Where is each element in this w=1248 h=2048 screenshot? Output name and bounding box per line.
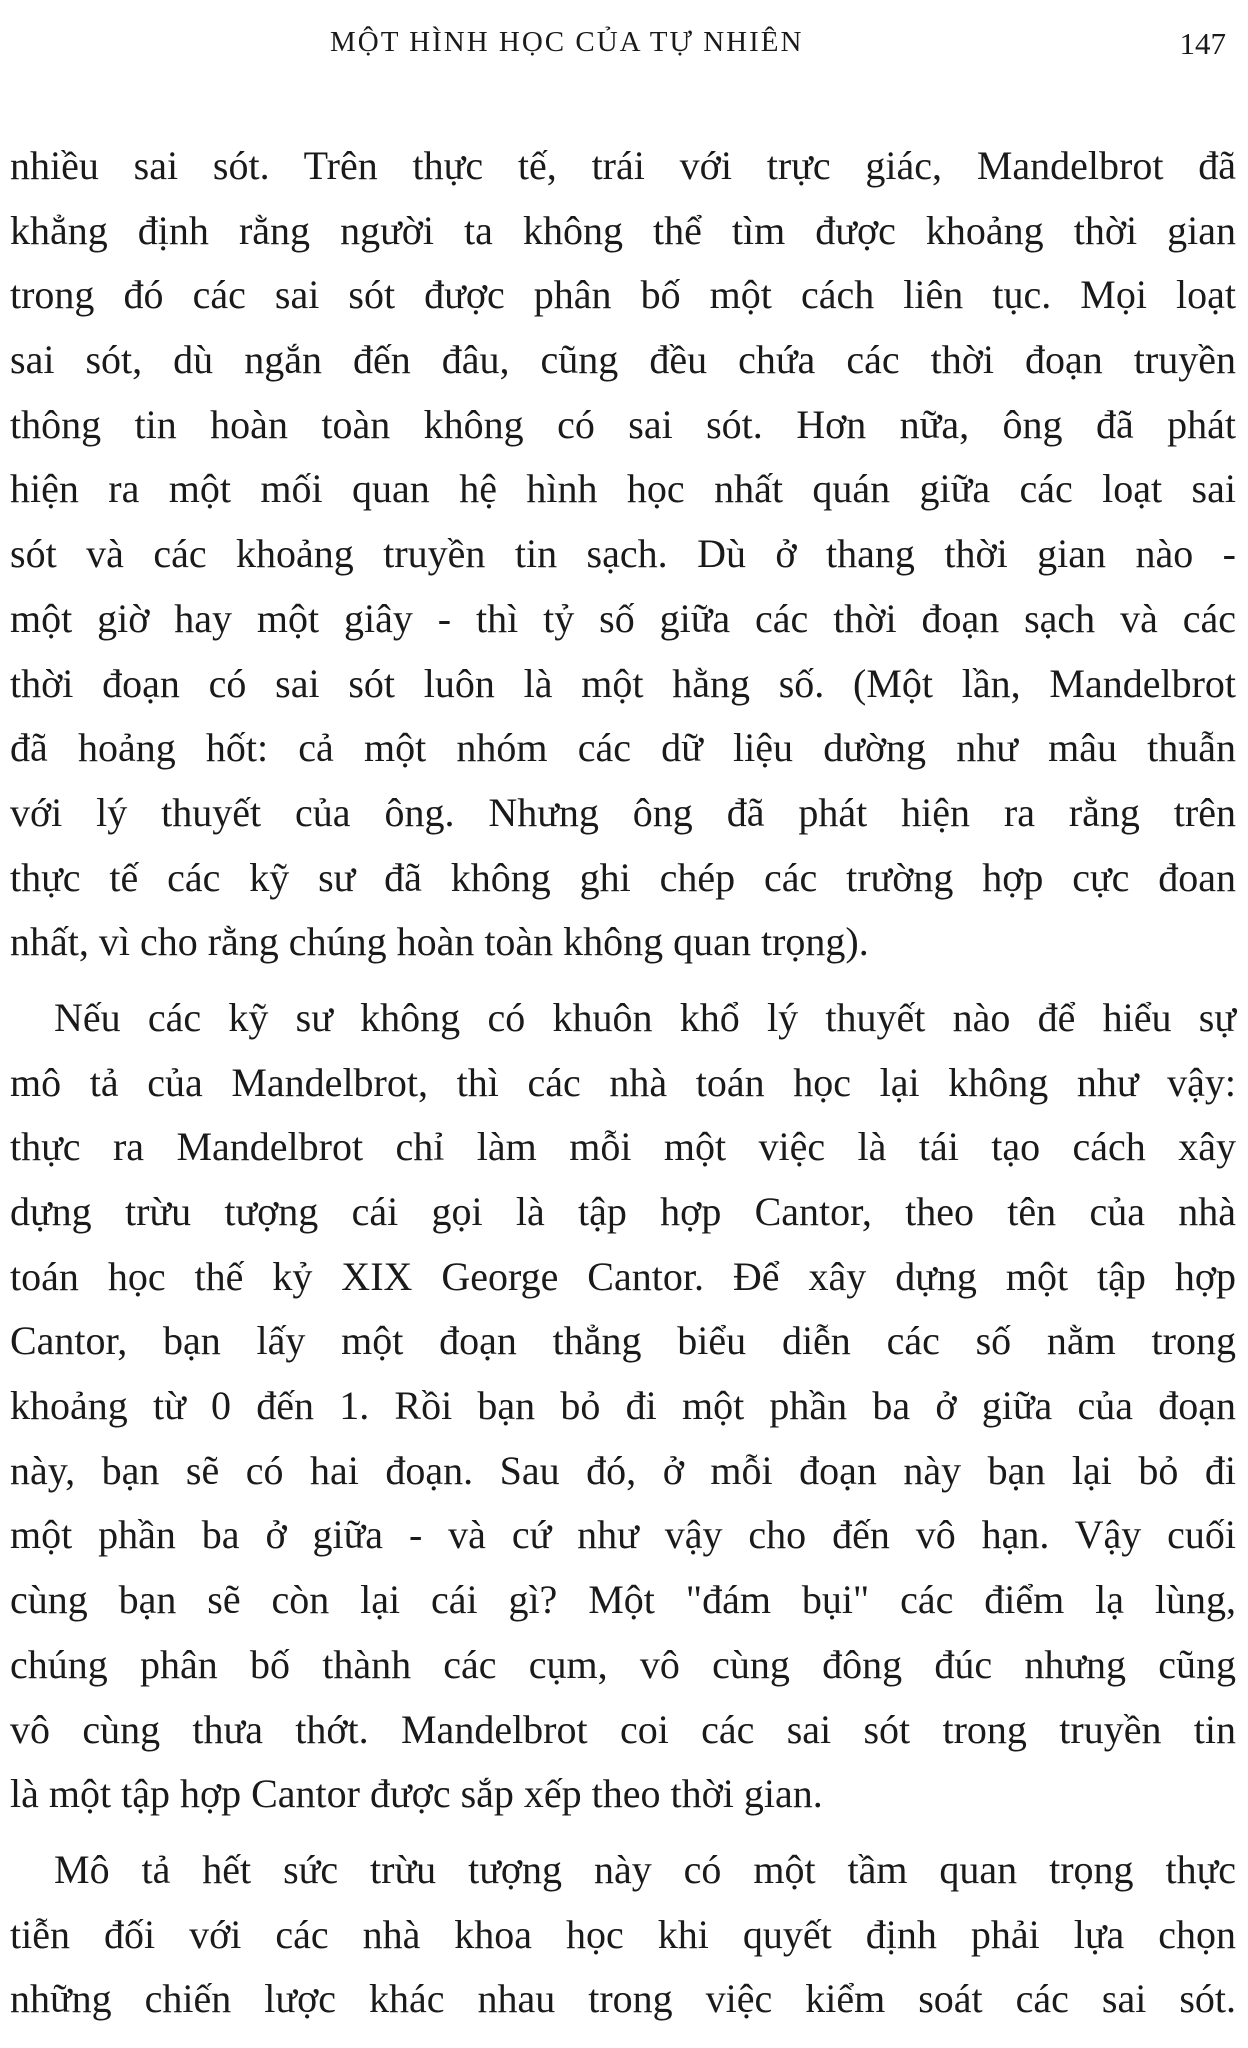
text-line: Nếu các kỹ sư không có khuôn khổ lý thuyết nào để hiểu sự: [54, 994, 1236, 1040]
text-line: thông tin hoàn toàn không có sai sót. Hơn nữa, ông đã phát: [10, 401, 1236, 447]
paragraph-2: [10, 986, 1236, 1827]
paragraph-spacer: [10, 1827, 1236, 1838]
text-line: khoảng từ 0 đến 1. Rồi bạn bỏ đi một phần ba ở giữa của đoạn: [10, 1383, 1236, 1429]
text-line: nhất, vì cho rằng chúng hoàn toàn không quan trọng).: [10, 919, 869, 965]
text-line: với lý thuyết của ông. Nhưng ông đã phát hiện ra rằng trên: [10, 789, 1236, 835]
text-line: một giờ hay một giây - thì tỷ số giữa các thời đoạn sạch và các: [10, 595, 1236, 641]
text-line: Mô tả hết sức trừu tượng này có một tầm quan trọng thực: [54, 1846, 1236, 1892]
text-line: chúng phân bố thành các cụm, vô cùng đông đúc nhưng cũng: [10, 1641, 1236, 1687]
text-line: một phần ba ở giữa - và cứ như vậy cho đến vô hạn. Vậy cuối: [10, 1512, 1236, 1558]
paragraph-1: [10, 134, 1236, 975]
text-line: sót và các khoảng truyền tin sạch. Dù ở thang thời gian nào -: [10, 531, 1236, 577]
text-line: thực ra Mandelbrot chỉ làm mỗi một việc là tái tạo cách xây: [10, 1124, 1236, 1170]
text-line: hiện ra một mối quan hệ hình học nhất quán giữa các loạt sai: [10, 466, 1236, 512]
paragraph-spacer: [10, 975, 1236, 986]
text-line: mô tả của Mandelbrot, thì các nhà toán học lại không như vậy:: [10, 1059, 1236, 1105]
text-line: khẳng định rằng người ta không thể tìm được khoảng thời gian: [10, 207, 1236, 253]
text-line: sai sót, dù ngắn đến đâu, cũng đều chứa các thời đoạn truyền: [10, 337, 1236, 383]
text-line: toán học thế kỷ XIX George Cantor. Để xây dựng một tập hợp: [10, 1253, 1236, 1299]
text-line: là một tập hợp Cantor được sắp xếp theo thời gian.: [10, 1771, 823, 1817]
text-line: cùng bạn sẽ còn lại cái gì? Một "đám bụi" các điểm lạ lùng,: [10, 1577, 1236, 1623]
text-line: nhiều sai sót. Trên thực tế, trái với trực giác, Mandelbrot đã: [10, 143, 1236, 188]
text-line: tiễn đối với các nhà khoa học khi quyết định phải lựa chọn: [10, 1911, 1236, 1957]
text-line: trong đó các sai sót được phân bố một cách liên tục. Mọi loạt: [10, 272, 1236, 318]
running-head: MỘT HÌNH HỌC CỦA TỰ NHIÊN: [330, 26, 804, 58]
text-line: đã hoảng hốt: cả một nhóm các dữ liệu dường như mâu thuẫn: [10, 725, 1236, 771]
text-line: thực tế các kỹ sư đã không ghi chép các trường hợp cực đoan: [10, 854, 1236, 900]
paragraph-3: [10, 1838, 1236, 2032]
text-line: dựng trừu tượng cái gọi là tập hợp Cantor, theo tên của nhà: [10, 1189, 1236, 1234]
body-text: [10, 134, 1236, 2032]
text-line: vô cùng thưa thớt. Mandelbrot coi các sai sót trong truyền tin: [10, 1706, 1236, 1752]
text-line: Cantor, bạn lấy một đoạn thẳng biểu diễn các số nằm trong: [10, 1318, 1236, 1364]
text-line: thời đoạn có sai sót luôn là một hằng số. (Một lần, Mandelbrot: [10, 660, 1236, 706]
text-line: này, bạn sẽ có hai đoạn. Sau đó, ở mỗi đoạn này bạn lại bỏ đi: [10, 1447, 1236, 1493]
text-line: những chiến lược khác nhau trong việc kiểm soát các sai sót.: [10, 1976, 1236, 2022]
page-number: 147: [1179, 26, 1226, 61]
